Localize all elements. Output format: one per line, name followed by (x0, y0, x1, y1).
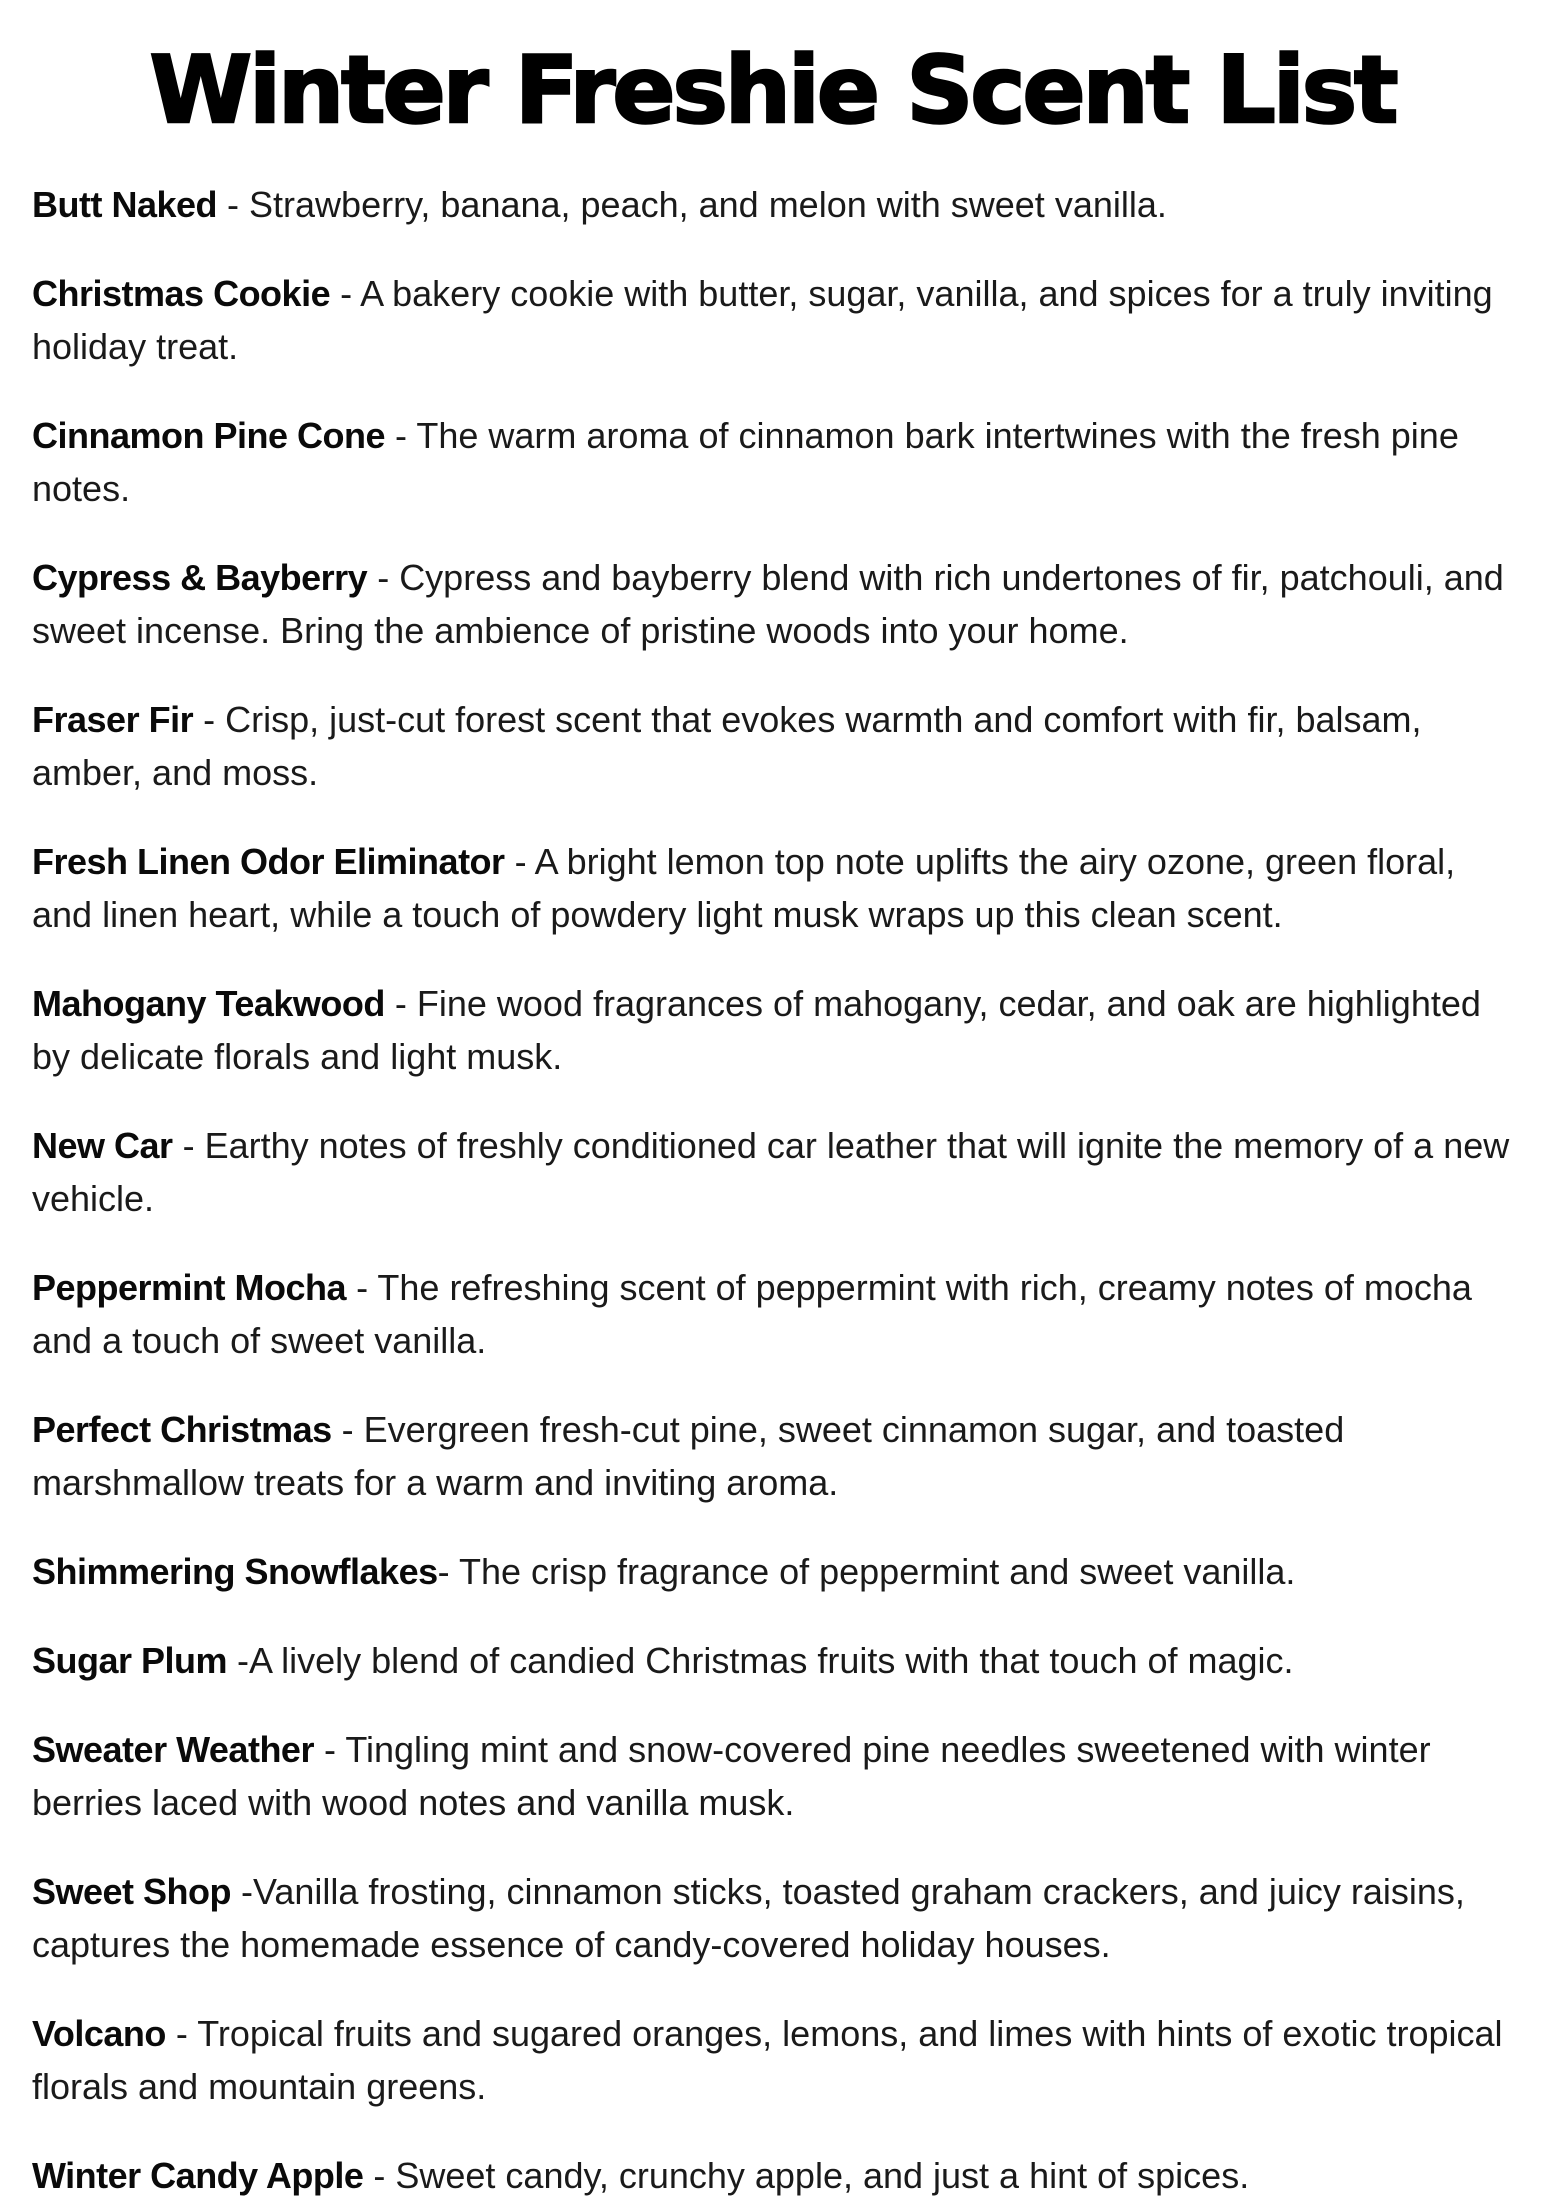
scent-description: A bright lemon top note uplifts the airy ozone, green floral, and linen heart, while a touch of powdery light musk wraps up this clean scent. (32, 841, 1456, 936)
scent-separator: - (330, 273, 361, 315)
scent-list-item (32, 1545, 1519, 1598)
scent-name: Christmas Cookie (32, 273, 331, 315)
scent-list-item (32, 1634, 1519, 1687)
scent-description: Earthy notes of freshly conditioned car leather that will ignite the memory of a new vehicle. (32, 1125, 1510, 1220)
scent-name: Perfect Christmas (32, 1409, 332, 1451)
scent-description: Sweet candy, crunchy apple, and just a hint of spices. (395, 2155, 1250, 2197)
scent-name: Mahogany Teakwood (32, 983, 385, 1025)
scent-name: Volcano (32, 2013, 166, 2055)
scent-description: Evergreen fresh-cut pine, sweet cinnamon sugar, and toasted marshmallow treats for a warm and inviting aroma. (32, 1409, 1345, 1504)
scent-list-item (32, 835, 1519, 941)
document-page (0, 36, 1545, 2197)
scent-name: Fraser Fir (32, 699, 194, 741)
scent-separator: - (193, 699, 226, 741)
scent-separator: - (504, 841, 535, 883)
scent-description: Strawberry, banana, peach, and melon with sweet vanilla. (249, 184, 1167, 226)
scent-description: The crisp fragrance of peppermint and sweet vanilla. (458, 1551, 1296, 1593)
scent-description: Tingling mint and snow-covered pine needles sweetened with winter berries laced with wood notes and vanilla musk. (32, 1729, 1431, 1824)
scent-list-item (32, 977, 1519, 1083)
scent-name: Sugar Plum (32, 1640, 228, 1682)
scent-separator: - (331, 1409, 364, 1451)
scent-list-item (32, 409, 1519, 515)
scent-name: Winter Candy Apple (32, 2155, 364, 2197)
scent-list-item (32, 1865, 1519, 1971)
scent-description: Tropical fruits and sugared oranges, lemons, and limes with hints of exotic tropical florals and mountain greens. (32, 2013, 1503, 2108)
scent-separator: - (217, 184, 250, 226)
scent-name: Cypress & Bayberry (32, 557, 368, 599)
scent-list-item (32, 1723, 1519, 1829)
scent-name: Fresh Linen Odor Eliminator (32, 841, 505, 883)
scent-description: A bakery cookie with butter, sugar, vanilla, and spices for a truly inviting holiday treat. (32, 273, 1493, 368)
scent-list-item (32, 1119, 1519, 1225)
scent-list-item (32, 551, 1519, 657)
scent-separator: - (165, 2013, 198, 2055)
scent-separator: - (385, 415, 417, 457)
scent-name: Sweet Shop (32, 1871, 232, 1913)
scent-description: Fine wood fragrances of mahogany, cedar, and oak are highlighted by delicate florals and light musk. (32, 983, 1481, 1078)
scent-separator: - (384, 983, 417, 1025)
scent-name: Butt Naked (32, 184, 218, 226)
scent-list-item (32, 1403, 1519, 1509)
scent-list (32, 178, 1519, 2202)
scent-list-item (32, 2149, 1519, 2202)
scent-name: Peppermint Mocha (32, 1267, 347, 1309)
scent-list-item (32, 2007, 1519, 2113)
scent-separator: - (367, 557, 400, 599)
scent-separator: - (437, 1551, 459, 1593)
scent-description: A lively blend of candied Christmas fruits with that touch of magic. (249, 1640, 1294, 1682)
scent-list-item (32, 178, 1519, 231)
scent-name: Sweater Weather (32, 1729, 314, 1771)
scent-description: Vanilla frosting, cinnamon sticks, toasted graham crackers, and juicy raisins, captures the homemade essence of candy-covered holiday houses. (32, 1871, 1465, 1966)
scent-description: The refreshing scent of peppermint with rich, creamy notes of mocha and a touch of sweet vanilla. (32, 1267, 1472, 1362)
scent-separator: - (227, 1640, 250, 1682)
scent-description: The warm aroma of cinnamon bark intertwines with the fresh pine notes. (32, 415, 1459, 510)
scent-name: New Car (32, 1125, 173, 1167)
scent-name: Shimmering Snowflakes (32, 1551, 438, 1593)
page-title: Winter Freshie Scent List (149, 36, 1396, 144)
scent-separator: - (313, 1729, 346, 1771)
scent-separator: - (172, 1125, 205, 1167)
scent-separator: - (231, 1871, 254, 1913)
scent-list-item (32, 693, 1519, 799)
scent-name: Cinnamon Pine Cone (32, 415, 386, 457)
scent-list-item (32, 267, 1519, 373)
scent-separator: - (363, 2155, 396, 2197)
scent-separator: - (346, 1267, 378, 1309)
scent-description: Cypress and bayberry blend with rich undertones of fir, patchouli, and sweet incense. Bring the ambience of pristine woods into your home. (32, 557, 1504, 652)
scent-list-item (32, 1261, 1519, 1367)
scent-description: Crisp, just-cut forest scent that evokes warmth and comfort with fir, balsam, amber, and moss. (32, 699, 1422, 794)
